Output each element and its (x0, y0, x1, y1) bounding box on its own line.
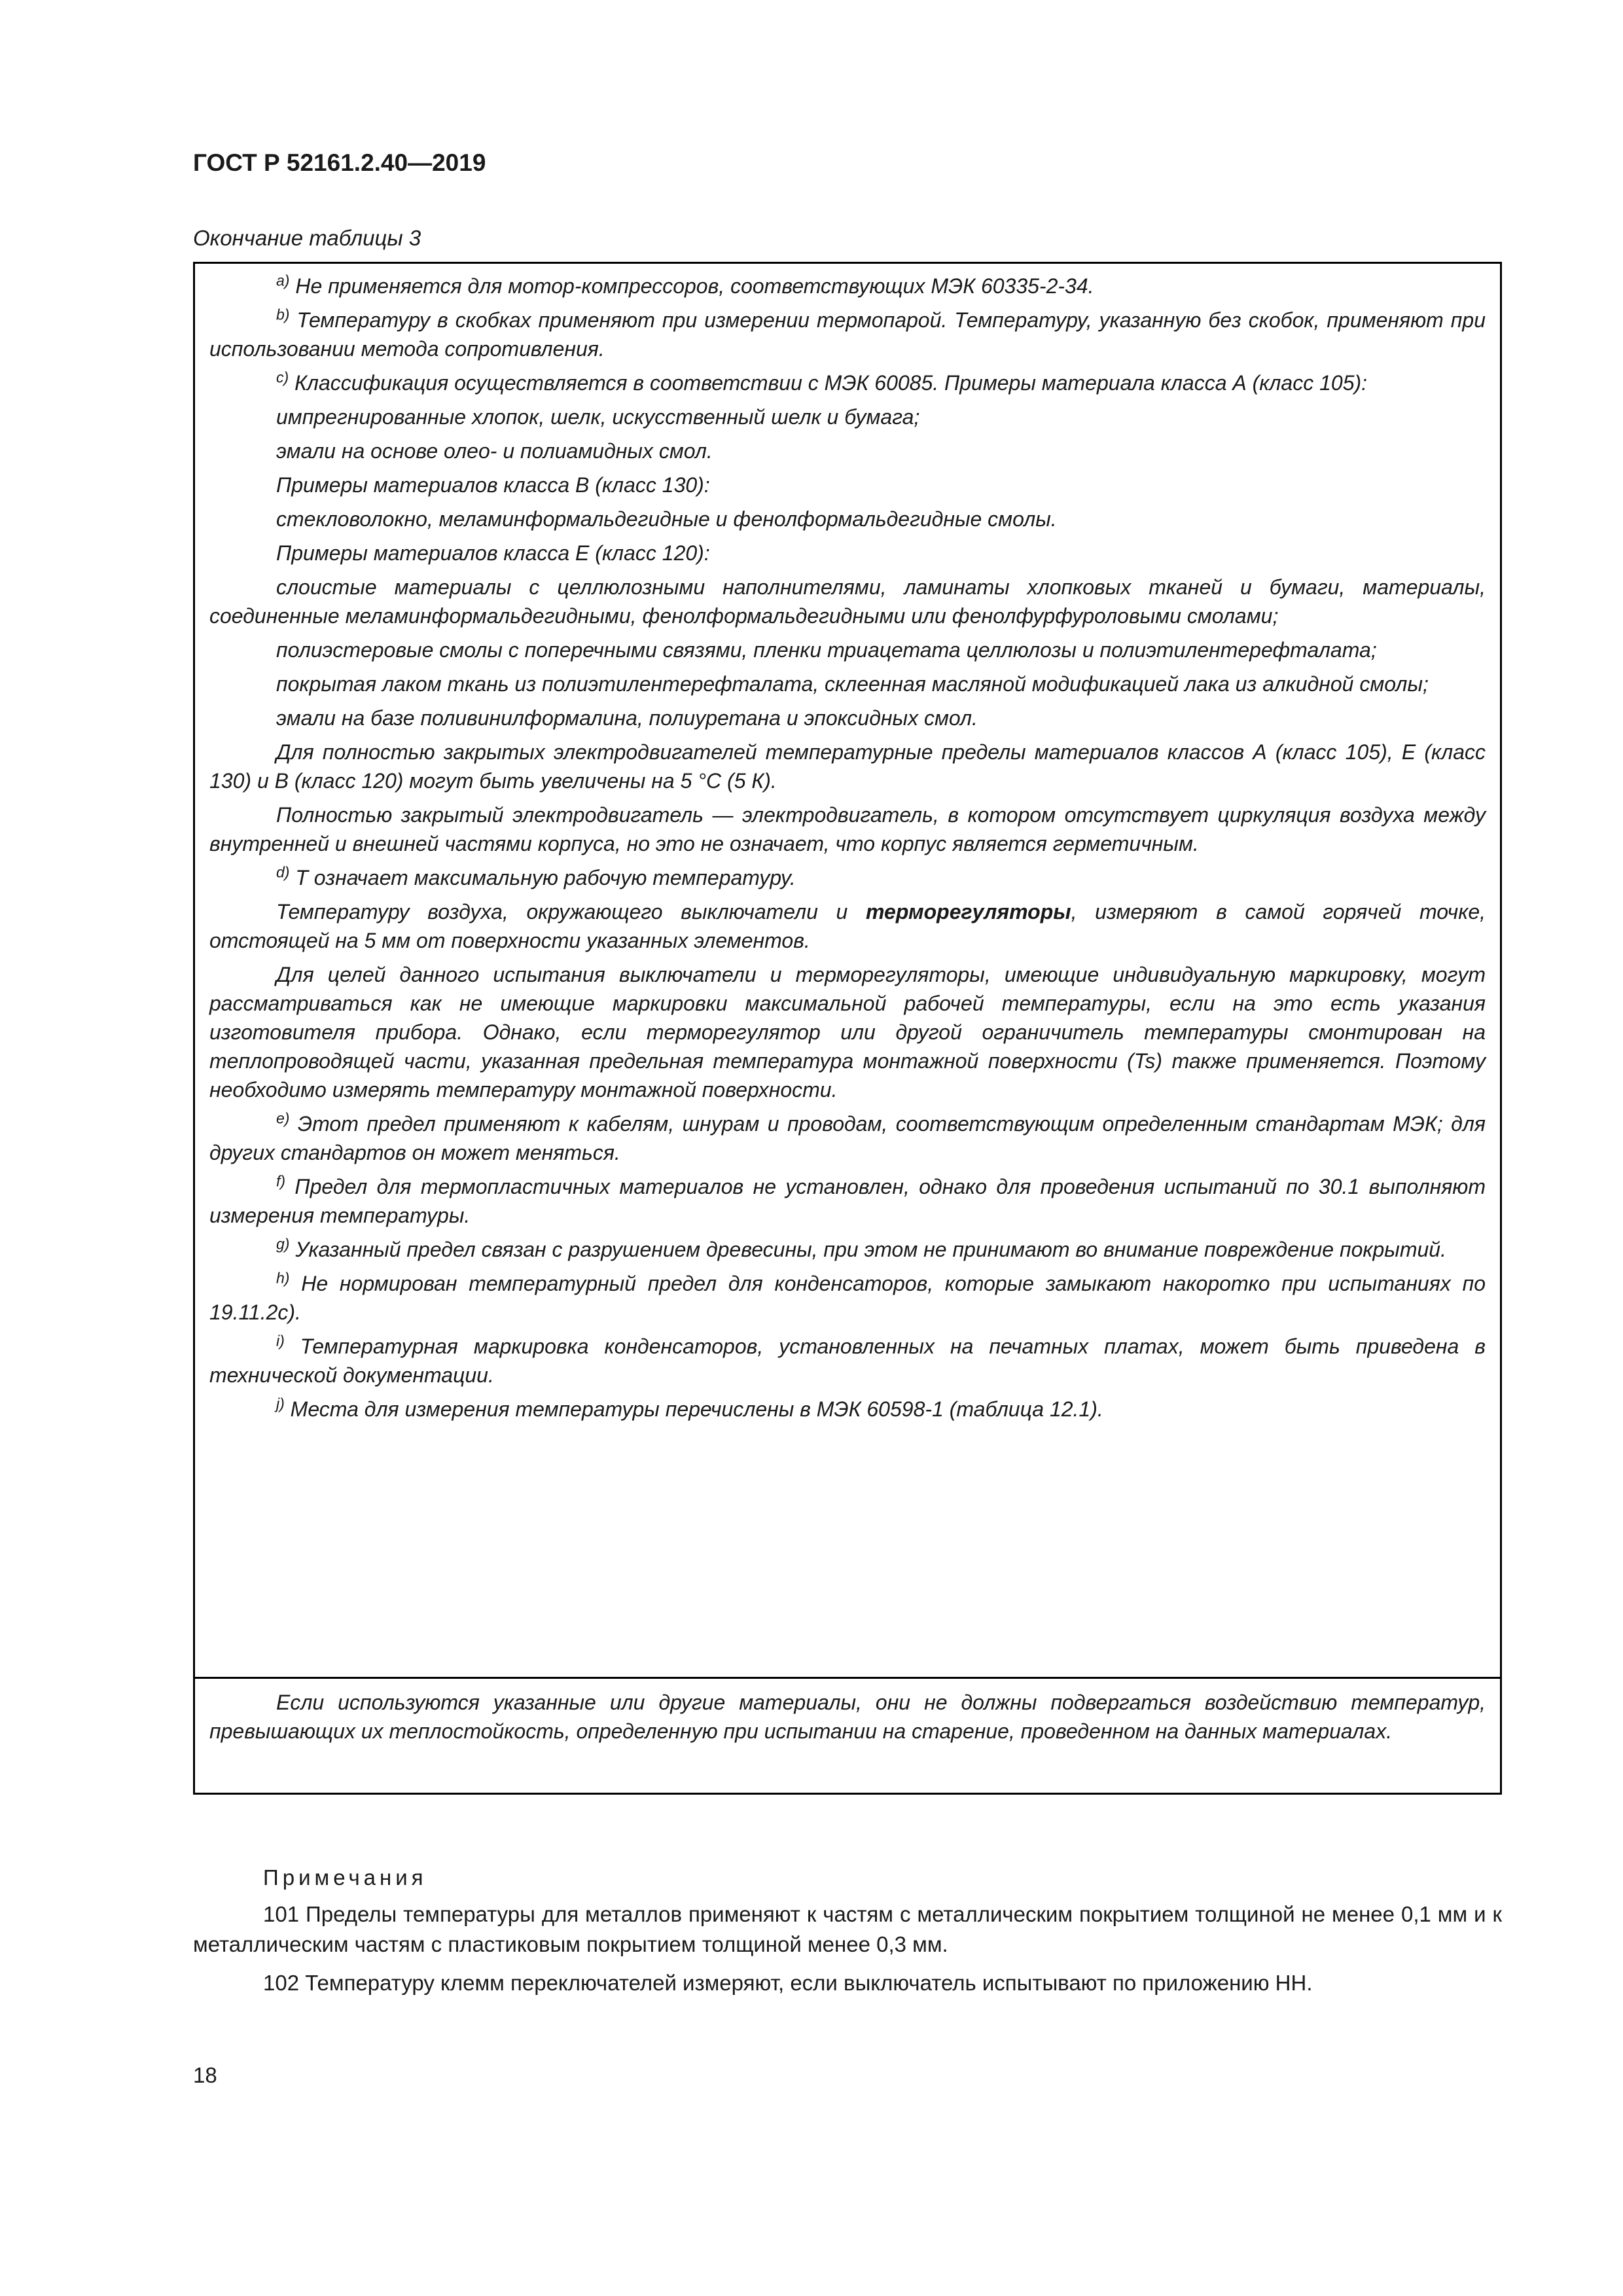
table-caption: Окончание таблицы 3 (193, 226, 421, 250)
notes-heading: Примечания (263, 1865, 427, 1890)
note-102: 102 Температуру клемм переключателей измеряют, если выключатель испытывают по приложению НН. (263, 1971, 1313, 1995)
footnote-b: $^{b)}$ Температуру в скобках применяют при измерении термопарой. Температуру, указанную без скобок, применяют при использовании метода сопротивления. (209, 306, 1486, 361)
footnote-g: $^{g)}$ Указанный предел связан с разрушением древесины, при этом не принимают во внимание повреждение покрытий. (276, 1235, 1446, 1261)
page-number: 18 (193, 2063, 217, 2087)
footnote-i: $^{i)}$ Температурная маркировка конденсаторов, установленных на печатных платах, может быть приведена в технической документации. (209, 1332, 1486, 1387)
table-3-footnotes (193, 262, 1502, 1795)
footnote-d: $^{d)}$ Т означает максимальную рабочую температуру. (276, 863, 796, 889)
footnote-c-line: Примеры материалов класса Е (класс 120): (276, 541, 710, 565)
note-101: 101 Пределы температуры для металлов применяют к частям с металлическим покрытием толщиной не менее 0,1 мм и к металлическим частям с пластиковым покрытием толщиной менее 0,3 мм. (193, 1902, 1502, 1956)
footnote-j: $^{j)}$ Места для измерения температуры перечислены в МЭК 60598-1 (таблица 12.1). (276, 1395, 1103, 1421)
footnote-c-line: импрегнированные хлопок, шелк, искусственный шелк и бумага; (276, 405, 920, 429)
footnote-c-line: Для полностью закрытых электродвигателей температурные пределы материалов классов А (класс 105), Е (класс 130) и В (класс 120) могут быть увеличены на 5 °С (5 К). (209, 740, 1486, 793)
closing-cell (195, 1679, 1500, 1793)
footnote-c-line: Полностью закрытый электродвигатель — электродвигатель, в котором отсутствует циркуляция воздуха между внутренней и внешней частями корпуса, но это не означает, что корпус является герметичным. (209, 803, 1486, 855)
footnote-d-line: Для целей данного испытания выключатели и терморегуляторы, имеющие индивидуальную маркировку, могут рассматриваться как не имеющие маркировки максимальной рабочей температуры, если на это есть указания изготовителя прибора. Однако, если терморегулятор или другой ограничитель температуры смонтирован на теплопроводящей части, указанная предельная температура монтажной поверхности (Ts) также применяется. Поэтому необходимо измерять температуру монтажной поверхности. (209, 963, 1486, 1102)
footnote-a: $^{a)}$ Не применяется для мотор-компрессоров, соответствующих МЭК 60335-2-34. (276, 272, 1094, 298)
footnotes-cell (195, 264, 1500, 1679)
footnote-c-line: покрытая лаком ткань из полиэтилентерефталата, склеенная масляной модификацией лака из алкидной смолы; (276, 672, 1429, 696)
footnote-h: $^{h)}$ Не нормирован температурный предел для конденсаторов, которые замыкают накоротко при испытаниях по 19.11.2с). (209, 1269, 1486, 1324)
footnote-e: $^{e)}$ Этот предел применяют к кабелям, шнурам и проводам, соответствующим определенным стандартам МЭК; для других стандартов он может меняться. (209, 1109, 1486, 1164)
footnote-c-line: эмали на основе олео- и полиамидных смол. (276, 439, 713, 463)
footnote-c-line: полиэстеровые смолы с поперечными связями, пленки триацетата целлюлозы и полиэтилентерефталата; (276, 638, 1377, 662)
footnote-d-line: Температуру воздуха, окружающего выключатели и терморегуляторы, измеряют в самой горячей точке, отстоящей на 5 мм от поверхности указанных элементов. (209, 900, 1486, 952)
footnote-c-line: эмали на базе поливинилформалина, полиуретана и эпоксидных смол. (276, 706, 978, 730)
footnote-c-line: слоистые материалы с целлюлозными наполнителями, ламинаты хлопковых тканей и бумаги, материалы, соединенные меламинформальдегидными, фенолформальдегидными или фенолфурфуроловыми смолами; (209, 575, 1486, 628)
closing-text: Если используются указанные или другие материалы, они не должны подвергаться воздействию температур, превышающих их теплостойкость, определенную при испытании на старение, проведенном на данных материалах. (209, 1691, 1486, 1743)
document-title: ГОСТ Р 52161.2.40—2019 (193, 149, 486, 176)
footnote-c: $^{c)}$ Классификация осуществляется в соответствии с МЭК 60085. Примеры материала класса А (класс 105): (276, 368, 1368, 395)
footnote-c-line: Примеры материалов класса В (класс 130): (276, 473, 710, 497)
footnote-c-line: стекловолокно, меламинформальдегидные и фенолформальдегидные смолы. (276, 507, 1057, 531)
footnote-f: $^{f)}$ Предел для термопластичных материалов не установлен, однако для проведения испытаний по 30.1 выполняют измерения температуры. (209, 1172, 1486, 1227)
